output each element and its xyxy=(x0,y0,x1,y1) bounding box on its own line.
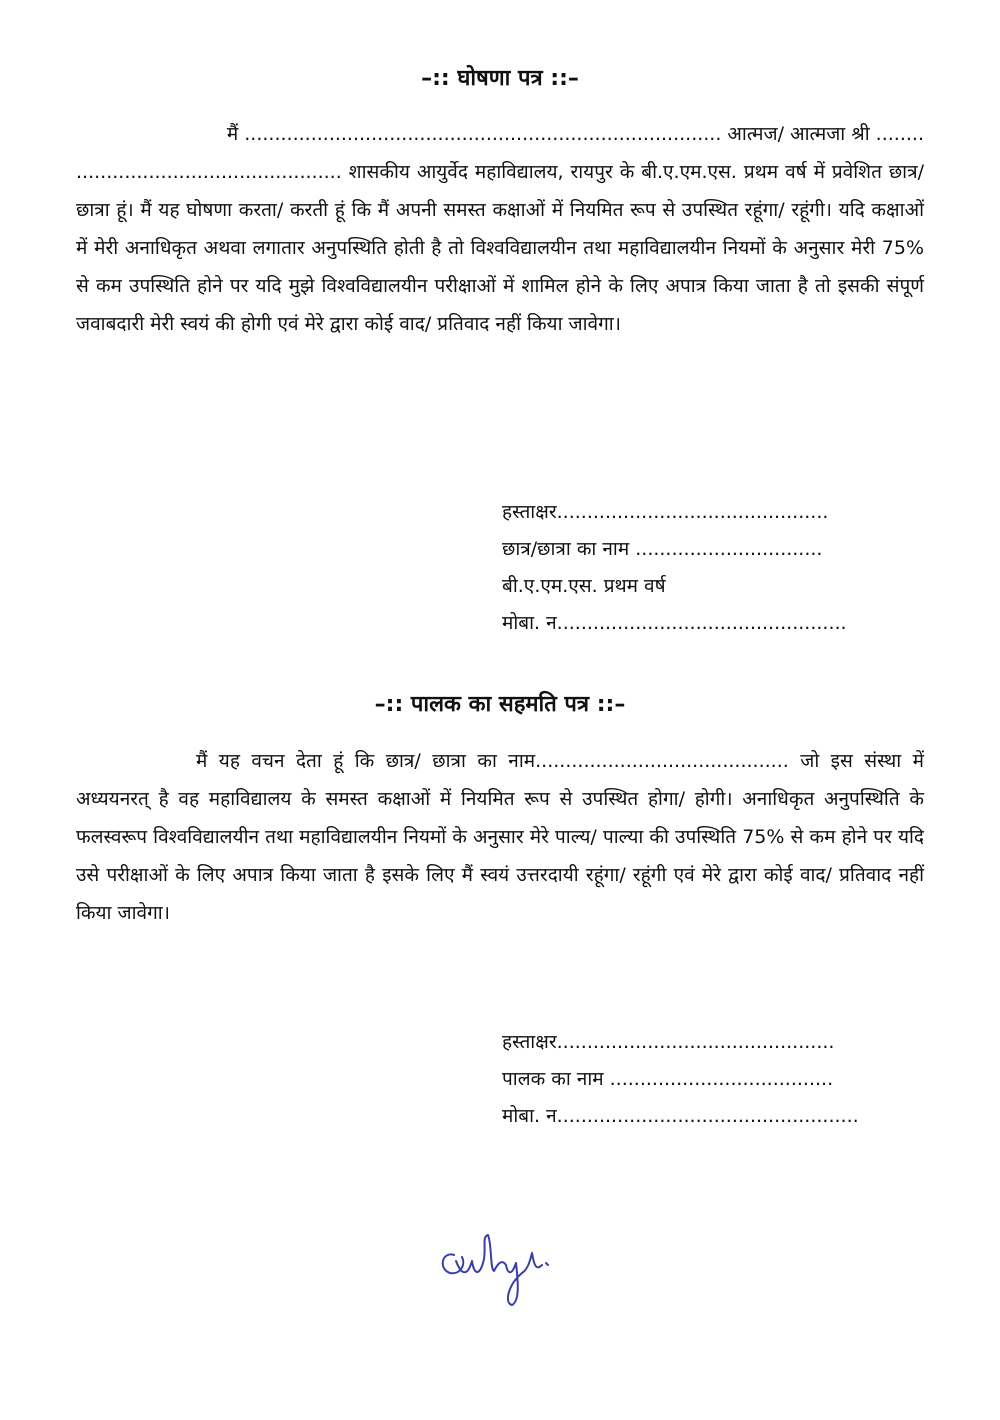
consent-signature-block xyxy=(502,1024,859,1135)
student-signature-line: हस्ताक्षर............................................. xyxy=(502,501,829,523)
declaration-signature-block xyxy=(502,494,847,642)
guardian-signature-line: हस्ताक्षर.............................................. xyxy=(502,1031,835,1053)
handwritten-signature xyxy=(432,1225,562,1315)
consent-body: मैं यह वचन देता हूं कि छात्र/ छात्रा का नाम.......................................... जो इस संस्था में अध्ययनरत् है वह महाविद्यालय के समस्त कक्षाओं में नियमित रूप से उपस्थित होगा/ होगी। अनाधिकृत अनुपस्थिति के फलस्वरूप विश्वविद्यालयीन तथा महाविद्यालयीन नियमों के अनुसार मेरे पाल्य/ पाल्या की उपस्थिति 75% से कम होने पर यदि उसे परीक्षाओं के लिए अपात्र किया जाता है इसके लिए मैं स्वयं उत्तरदायी रहूंगा/ रहूंगी एवं मेरे द्वारा कोई वाद/ प्रतिवाद नहीं किया जावेगा। xyxy=(76,750,924,924)
student-name-line: छात्र/छात्रा का नाम ............................... xyxy=(502,538,823,560)
declaration-body xyxy=(76,115,924,343)
student-mobile-line: मोबा. न................................................ xyxy=(502,612,847,634)
consent-title: –:: पालक का सहमति पत्र ::– xyxy=(374,692,626,717)
guardian-mobile-line: मोबा. न.................................................. xyxy=(502,1105,859,1127)
declaration-first-line: मैं ............................................................................... आत्मज/ आत्मजा श्री ........ xyxy=(226,123,924,145)
guardian-name-line: पालक का नाम ..................................... xyxy=(502,1068,834,1090)
declaration-text: ............................................ शासकीय आयुर्वेद महाविद्यालय, रायपुर के बी.ए.एम.एस. प्रथम वर्ष में प्रवेशित छात्र/ छात्रा हूं। मैं यह घोषणा करता/ करती हूं कि मैं अपनी समस्त कक्षाओं में नियमित रूप से उपस्थित रहूंगा/ रहूंगी। यदि कक्षाओं में मेरी अनाधिकृत अथवा लगातार अनुपस्थिति होती है तो विश्वविद्यालयीन तथा महाविद्यालयीन नियमों के अनुसार मेरी 75% से कम उपस्थिति होने पर यदि मुझे विश्वविद्यालयीन परीक्षाओं में शामिल होने के लिए अपात्र किया जाता है तो इसकी संपूर्ण जवाबदारी मेरी स्वयं की होगी एवं मेरे द्वारा कोई वाद/ प्रतिवाद नहीं किया जावेगा। xyxy=(76,161,924,335)
declaration-title: –:: घोषणा पत्र ::– xyxy=(421,66,579,91)
course-line: बी.ए.एम.एस. प्रथम वर्ष xyxy=(502,575,666,597)
signature-stroke xyxy=(443,1235,548,1305)
